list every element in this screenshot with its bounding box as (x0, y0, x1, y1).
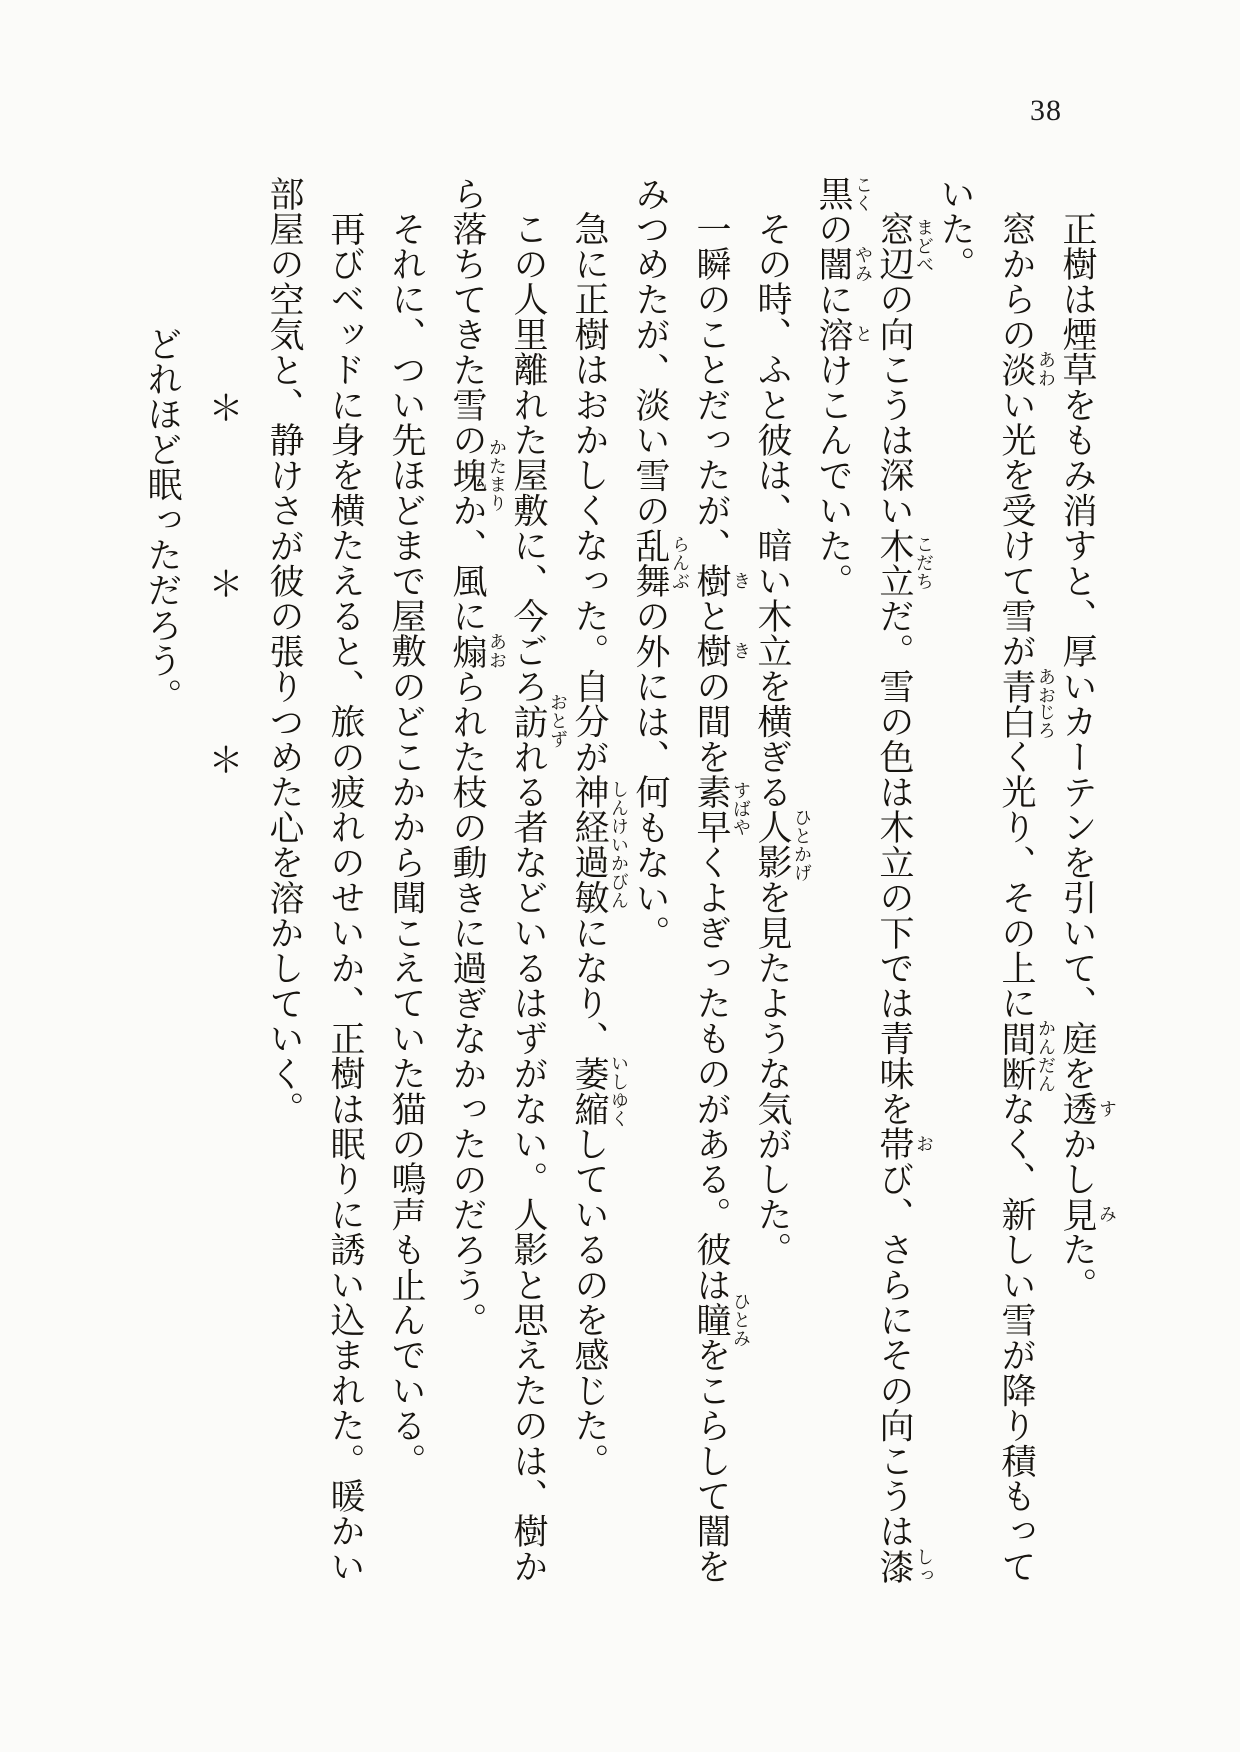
furigana-annotation: いしゆく (609, 1054, 629, 1129)
furigana-base: 闇 やみ (814, 245, 873, 283)
furigana-annotation: じろ (1036, 702, 1056, 740)
furigana-annotation: す (1097, 1099, 1117, 1118)
furigana-annotation: ひとみ (731, 1292, 751, 1348)
furigana-base: 訪 おとず (509, 693, 568, 750)
furigana-base: 瞳 ひとみ (692, 1292, 751, 1348)
furigana-annotation: あお (1036, 667, 1056, 705)
furigana-base: 萎縮 いしゆく (570, 1054, 629, 1129)
furigana-base: 黒 こく (814, 175, 873, 213)
furigana-annotation: あわ (1036, 350, 1056, 388)
furigana-annotation: き (731, 571, 751, 590)
furigana-base: 帯 お (875, 1126, 934, 1162)
furigana-annotation: かんだん (1036, 1018, 1056, 1093)
furigana-annotation: しんけいかびん (609, 779, 629, 910)
furigana-base: 素早 すばや (692, 774, 751, 845)
furigana-base: 窓辺 まどべ (875, 211, 934, 282)
furigana-base: 見 み (1058, 1196, 1117, 1232)
furigana-annotation: しっ (914, 1547, 934, 1585)
paragraph-2: 窓からの淡 あわ い光を受けて雪が青 あお 白 じろ く光り、その上に間断 かんだん なく、新しい雪が降り積もっていた。 (936, 176, 1056, 1584)
furigana-base: 煽 あお (448, 632, 507, 670)
furigana-base: 溶 と (814, 316, 873, 353)
furigana-annotation: み (1097, 1204, 1117, 1224)
furigana-annotation: と (853, 325, 873, 344)
paragraph-9: 再びベッドに身を横たえると、旅の疲れのせいか、正樹は眠りに誘い込まれた。暖かい部屋の空気と、静けさが彼の張りつめた心を溶かしていく。 (265, 176, 365, 1584)
furigana-base: 白 じろ (997, 702, 1056, 740)
paragraph-8: それに、つい先ほどまで屋敷のどこかから聞こえていた猫の鳴声も止んでいる。 (387, 211, 426, 1479)
furigana-base: 青 あお (997, 667, 1056, 705)
furigana-annotation: あお (487, 632, 507, 670)
furigana-annotation: き (731, 641, 751, 661)
section-break: ＊ ＊ ＊ (204, 390, 243, 778)
furigana-annotation: まどべ (914, 218, 934, 274)
furigana-annotation: らんぶ (670, 535, 690, 591)
furigana-base: 塊 かたまり (448, 438, 507, 513)
paragraph-1: 正樹は煙草をもみ消すと、厚いカーテンを引いて、庭を透 す かし見 み た。 (1058, 211, 1117, 1303)
furigana-base: 人影 ひとかげ (753, 807, 812, 882)
furigana-base: 神経過敏 しんけいかびん (570, 774, 629, 916)
furigana-annotation: やみ (853, 245, 873, 283)
furigana-base: 淡 あわ (997, 350, 1056, 388)
furigana-base: 透 す (1058, 1091, 1117, 1127)
furigana-annotation: お (914, 1134, 934, 1154)
furigana-annotation: おとず (548, 693, 568, 750)
paragraph-5: 一瞬のことだったが、樹 き と樹 き の間を素早 すばや くよぎったものがある。彼は瞳 ひとみ をこらして闇をみつめたが、淡い雪の乱舞 らんぶ の外には、何もない。 (631, 176, 751, 1584)
furigana-annotation: かたまり (487, 438, 507, 513)
page-number: 38 (1030, 94, 1062, 127)
furigana-annotation: こだち (914, 535, 934, 591)
furigana-base: 樹 き (692, 633, 751, 669)
page-text (132, 175, 1117, 1588)
furigana-base: 木立 こだち (875, 527, 934, 599)
furigana-base: 乱舞 らんぶ (631, 528, 690, 599)
furigana-base: 漆 しっ (875, 1547, 934, 1585)
paragraph-6: 急に正樹はおかしくなった。自分が神経過敏 しんけいかびん になり、萎縮 いしゆく しているのを感じた。 (570, 211, 629, 1479)
paragraph-3: 窓辺 まどべ の向こうは深い木立 こだち だ。雪の色は木立の下では青味を帯 お び、さらにその向こうは漆 しっ 黒 こく の闇 やみ に溶 と けこんでいた。 (814, 175, 934, 1585)
furigana-base: 間断 かんだん (997, 1018, 1056, 1093)
paragraph-10: どれほど眠っただろう。 (143, 326, 182, 714)
furigana-annotation: すばや (731, 781, 751, 838)
paragraph-7: この人里離れた屋敷に、今ごろ訪 おとず れる者などいるはずがない。人影と思えたのは、樹から落ちてきた雪の塊 かたまり か、風に煽 あお られた枝の動きに過ぎなかったのだろう。 (448, 176, 568, 1584)
furigana-base: 樹 き (692, 563, 751, 599)
furigana-annotation: ひとかげ (792, 807, 812, 882)
paragraph-4: その時、ふと彼は、暗い木立を横ぎる人影 ひとかげ を見たような気がした。 (753, 211, 812, 1268)
furigana-annotation: こく (853, 175, 873, 213)
